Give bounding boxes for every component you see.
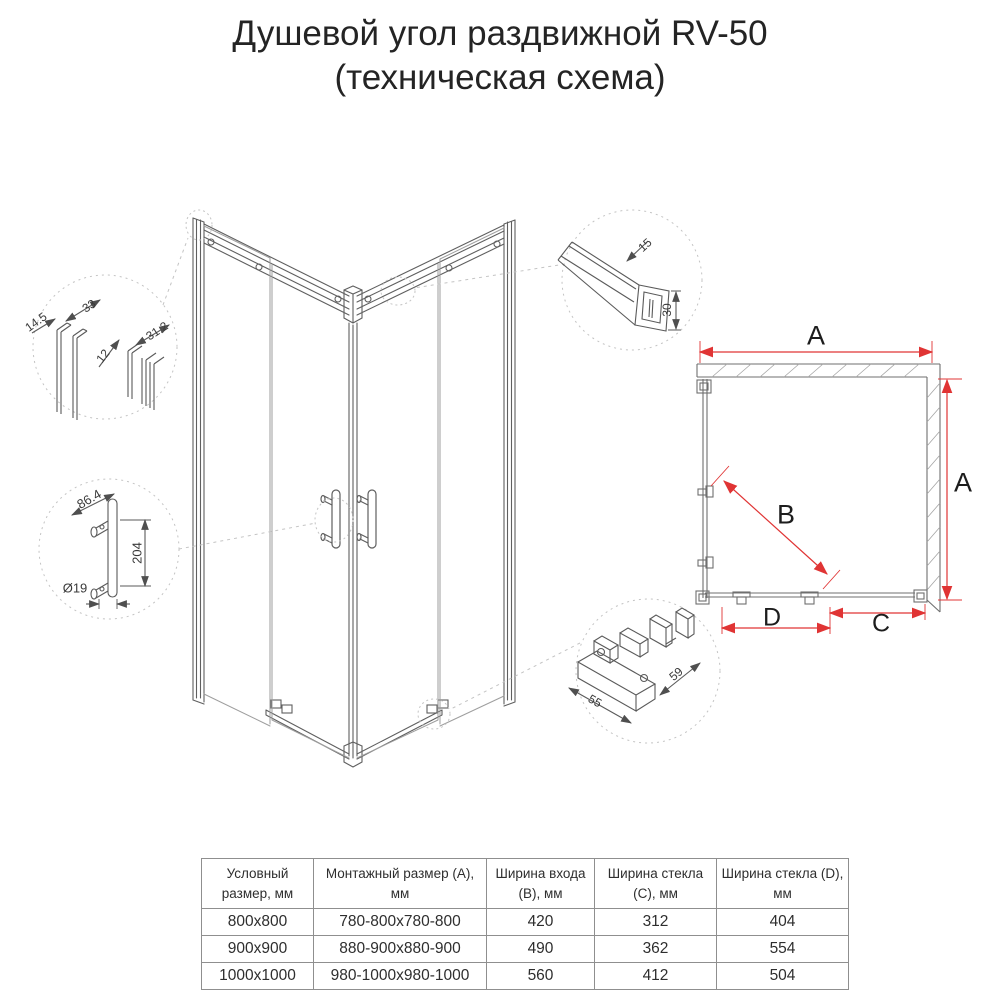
cell-glass-d: 404 [717, 909, 849, 936]
title-line-1: Душевой угол раздвижной RV-50 [232, 14, 768, 53]
dim-clamp-depth: 12 [93, 346, 113, 366]
cell-glass-c: 312 [595, 909, 717, 936]
table-row [202, 936, 849, 963]
cell-glass-d: 504 [717, 963, 849, 990]
header-entry-width: Ширина входа (В), мм [487, 859, 595, 909]
header-glass-width-d: Ширина стекла (D), мм [717, 859, 849, 909]
dim-rail-width: 15 [635, 235, 655, 255]
size-table [201, 858, 849, 990]
cell-nominal: 900x900 [202, 936, 314, 963]
cell-nominal: 1000x1000 [202, 963, 314, 990]
dim-wall-profile-width: 33 [79, 296, 99, 316]
dim-rail-height: 30 [660, 303, 674, 317]
cell-entry: 420 [487, 909, 595, 936]
table-row [202, 909, 849, 936]
dim-bracket-depth: 59 [666, 664, 686, 684]
dim-handle-diameter: Ø19 [62, 580, 88, 596]
plan-dim-label-a-right: A [953, 467, 973, 498]
dim-wall-profile-depth: 14.5 [22, 309, 50, 335]
callout-guides [33, 210, 720, 743]
cell-glass-c: 362 [595, 936, 717, 963]
plan-dim-label-a-top: A [806, 320, 826, 351]
detail-top-rail [558, 241, 681, 331]
cell-mounting: 880-900x880-900 [314, 936, 487, 963]
header-glass-width-c: Ширина стекла (С), мм [595, 859, 717, 909]
plan-dim-label-c: C [871, 609, 891, 638]
cell-entry: 560 [487, 963, 595, 990]
plan-dim-label-b: B [776, 499, 796, 530]
title-line-2: (техническая схема) [334, 58, 666, 97]
cell-glass-d: 554 [717, 936, 849, 963]
dim-clamp-width: 31.2 [143, 318, 171, 344]
plan-dim-label-d: D [762, 603, 782, 632]
wall-hatching [712, 364, 940, 590]
cell-mounting: 980-1000x980-1000 [314, 963, 487, 990]
dim-bracket-length: 55 [585, 691, 605, 711]
table-row [202, 963, 849, 990]
dim-handle-height: 204 [129, 542, 145, 564]
cell-entry: 490 [487, 936, 595, 963]
cell-mounting: 780-800x780-800 [314, 909, 487, 936]
size-table-header-row [202, 859, 849, 909]
header-nominal-size: Условный размер, мм [202, 859, 314, 909]
cell-nominal: 800x800 [202, 909, 314, 936]
dim-handle-span: 86.4 [74, 486, 104, 512]
main-isometric-drawing [193, 218, 515, 767]
cell-glass-c: 412 [595, 963, 717, 990]
header-mounting-size: Монтажный размер (А), мм [314, 859, 487, 909]
